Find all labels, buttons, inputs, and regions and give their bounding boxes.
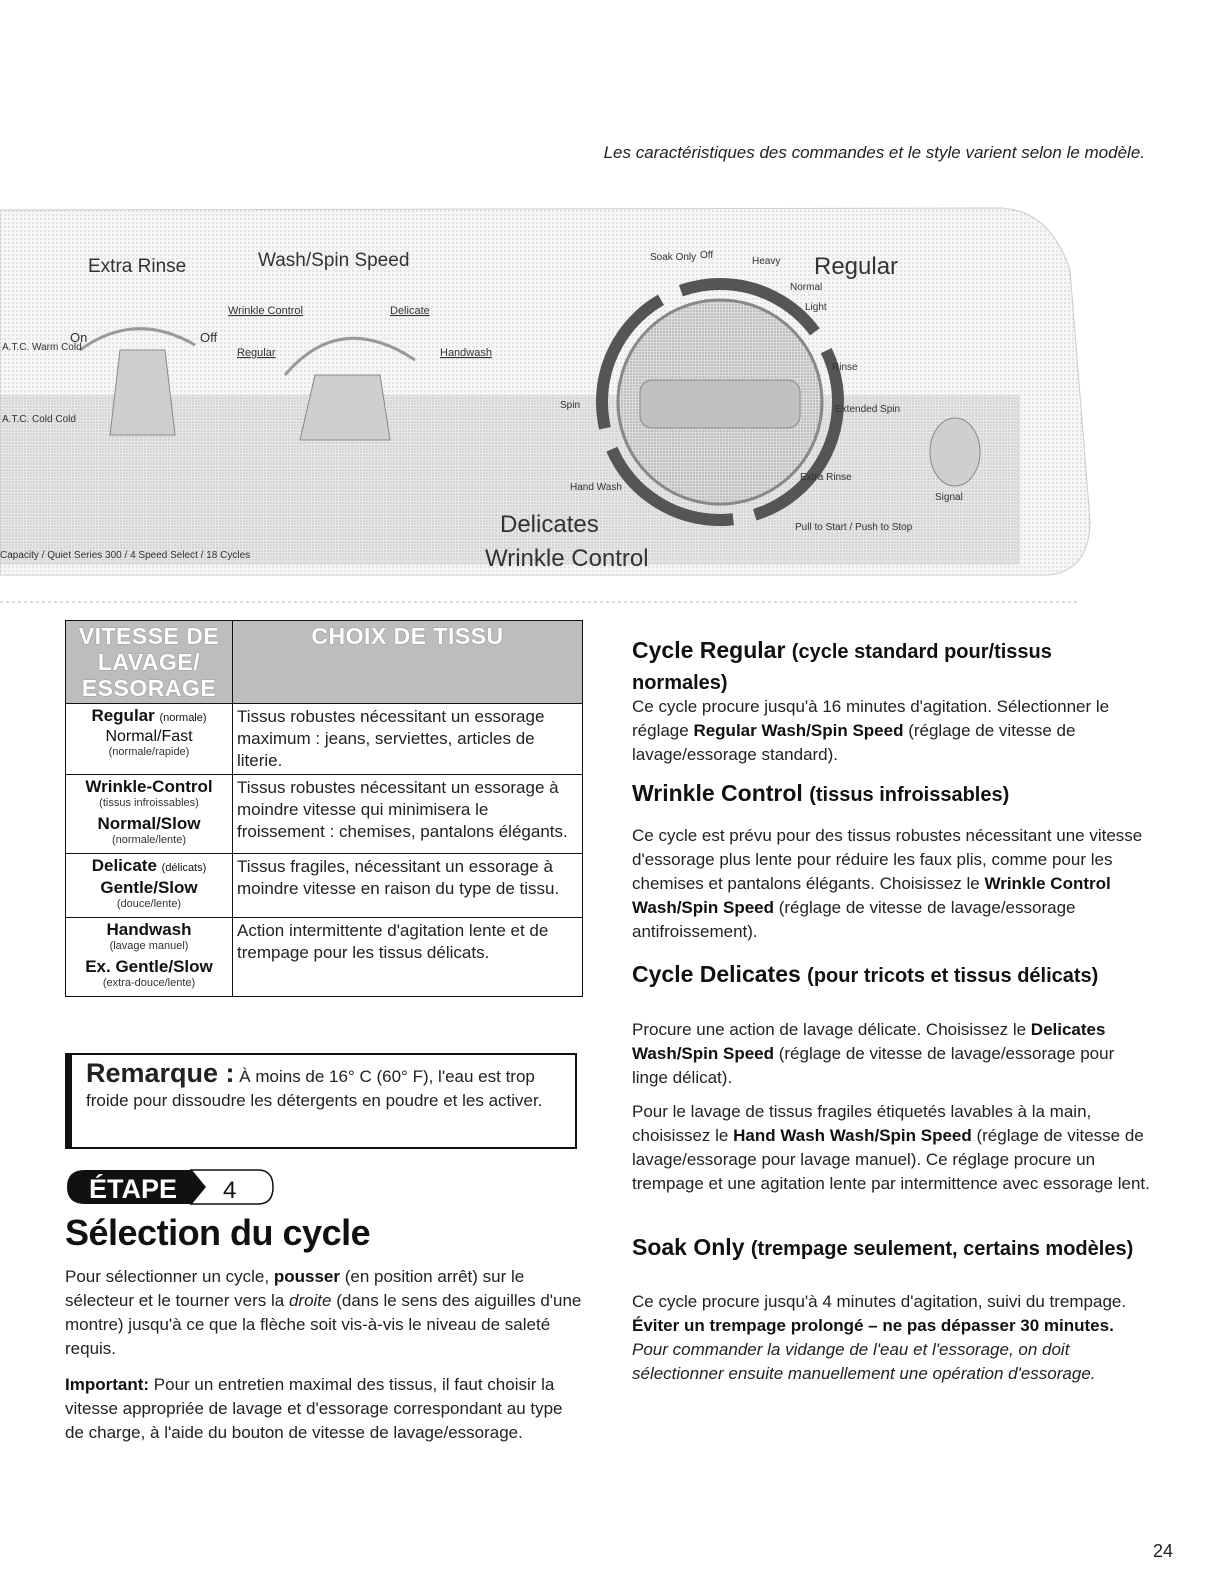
signal-label: Signal (935, 492, 963, 503)
speed-note: (lavage manuel) (109, 940, 189, 952)
extra-rinse-knob (110, 350, 175, 435)
table-row (66, 775, 583, 854)
light-label: Light (805, 302, 827, 313)
speed-note: (extra-douce/lente) (102, 977, 196, 989)
remark-text: À moins de 16° C (60° F), l'eau est trop froide pour dissoudre les détergents en poudre et les activer. (86, 1067, 543, 1110)
wrinkle-control-cycle-label: Wrinkle Control (485, 545, 649, 572)
page-number: 24 (1152, 1541, 1173, 1561)
speed-name: Normal/Slow (97, 814, 201, 833)
important-paragraph: Important: Pour un entretien maximal des tissus, il faut choisir la vitesse appropriée de lavage et d'essorage correspondant au type de charge, à l'aide du bouton de vitesse de lavage/essorage. (65, 1375, 563, 1442)
extra-rinse-dial-label: Extra Rinse (800, 472, 852, 483)
wash-spin-speed-label: Wash/Spin Speed (258, 250, 410, 271)
cycle-selection-paragraph: Pour sélectionner un cycle, pousser (en position arrêt) sur le sélecteur et le tourner vers la droite (dans le sens des aiguilles d'une montre) jusqu'à ce que la flèche soit vis-à-vis le niveau de saleté requis. (65, 1267, 582, 1358)
delicate-setting: Delicate (390, 305, 430, 317)
models-vary-note: Les caractéristiques des commandes et le style varient selon le modèle. (603, 143, 1145, 162)
speed-note: (normale) (159, 712, 207, 724)
speed-name: Ex. Gentle/Slow (85, 957, 213, 976)
spin-label: Spin (560, 400, 581, 411)
soak-only-paragraph: Ce cycle procure jusqu'à 4 minutes d'agitation, suivi du trempage. Éviter un trempage prolongé – ne pas dépasser 30 minutes. Pour commander la vidange de l'eau et l'essorage, on doit sélectionner ensuite manuellement une opération d'essorage. (632, 1292, 1127, 1383)
extra-rinse-on-label: On (70, 330, 88, 345)
hand-wash-label: Hand Wash (570, 482, 622, 493)
rinse-label: Rinse (832, 362, 858, 373)
soak-only-label: Soak Only (650, 252, 697, 263)
speed-subname: Normal/Fast (105, 728, 193, 745)
heavy-label: Heavy (752, 256, 781, 267)
delicates-cycle-label: Delicates (500, 511, 599, 538)
control-panel-illustration (0, 190, 1213, 605)
speed-name: Delicate (91, 856, 157, 875)
speed-note: (normale/lente) (112, 834, 186, 846)
table-header-speed: VITESSE DE LAVAGE/ ESSORAGE (66, 621, 233, 704)
handwash-setting: Handwash (440, 347, 492, 359)
extended-spin-label: Extended Spin (835, 404, 901, 415)
regular-cycle-label: Regular (814, 253, 899, 280)
atc-warm-label: A.T.C. Warm Cold (2, 342, 82, 353)
speed-note: (délicats) (161, 862, 207, 874)
table-row (66, 918, 583, 997)
fabric-description: Tissus robustes nécessitant un essorage maximum : jeans, serviettes, articles de literie. (233, 704, 583, 775)
cycle-regular-paragraph: Ce cycle procure jusqu'à 16 minutes d'agitation. Sélectionner le réglage Regular Wash/Spin Speed (réglage de vitesse de lavage/essorage standard). (632, 697, 1110, 764)
step-label: ÉTAPE (89, 1174, 178, 1204)
speed-name: Handwash (106, 920, 192, 939)
speed-note: (douce/lente) (116, 898, 182, 910)
section-title: Sélection du cycle (65, 1212, 371, 1253)
speed-name: Regular (91, 706, 155, 725)
remark-heading: Remarque : (86, 1058, 235, 1088)
hand-wash-paragraph: Pour le lavage de tissus fragiles étiquetés lavables à la main, choisissez le Hand Wash Wash/Spin Speed (réglage de vitesse de lavage/essorage pour lavage manuel). Ce réglage procure un trempage et une agitation lente par intermittence avec essorage lent. (632, 1102, 1150, 1193)
fabric-description: Action intermittente d'agitation lente et de trempage pour les tissus délicats. (233, 918, 583, 997)
dial-off-label: Off (700, 250, 714, 261)
speed-name: Gentle/Slow (100, 878, 198, 897)
speed-note: (tissus infroissables) (99, 797, 199, 809)
signal-knob (930, 418, 980, 486)
remark-box (65, 1053, 577, 1149)
extra-rinse-off-label: Off (200, 330, 218, 345)
table-row (66, 704, 583, 775)
fabric-description: Tissus fragiles, nécessitant un essorage à moindre vitesse en raison du type de tissu. (233, 854, 583, 918)
cycle-regular-heading: Cycle Regular (cycle standard pour/tissus normales) (632, 637, 1052, 694)
wrinkle-control-setting: Wrinkle Control (228, 305, 303, 317)
atc-cold-label: A.T.C. Cold Cold (2, 414, 76, 425)
pull-to-start-label: Pull to Start / Push to Stop (795, 522, 913, 533)
step-badge (63, 1168, 283, 1206)
cycle-delicates-paragraph: Procure une action de lavage délicate. Choisissez le Delicates Wash/Spin Speed (réglage de vitesse de lavage/essorage pour linge délicat). (632, 1020, 1115, 1087)
table-row (66, 854, 583, 918)
wash-spin-speed-table (65, 620, 583, 997)
speed-note: (normale/rapide) (108, 746, 190, 758)
regular-setting: Regular (237, 347, 276, 359)
step-number: 4 (223, 1177, 237, 1204)
wrinkle-control-paragraph: Ce cycle est prévu pour des tissus robustes nécessitant une vitesse d'essorage plus lente pour réduire les faux plis, comme pour les chemises et pantalons élégants. Choisissez le Wrinkle Control Wash/Spin Speed (réglage de vitesse de lavage/essorage antifroissement). (632, 826, 1143, 941)
extra-rinse-label: Extra Rinse (88, 256, 187, 277)
normal-label: Normal (790, 282, 823, 293)
table-header-fabric: CHOIX DE TISSU (233, 621, 583, 704)
wash-spin-speed-knob (300, 375, 390, 440)
wrinkle-control-heading: Wrinkle Control (tissus infroissables) (632, 780, 1010, 806)
speed-name: Wrinkle-Control (85, 777, 213, 796)
soak-only-heading: Soak Only (trempage seulement, certains modèles) (632, 1234, 1134, 1260)
model-label: Capacity / Quiet Series 300 / 4 Speed Select / 18 Cycles (0, 550, 251, 561)
cycle-delicates-heading: Cycle Delicates (pour tricots et tissus délicats) (632, 961, 1099, 987)
fabric-description: Tissus robustes nécessitant un essorage à moindre vitesse qui minimisera le froissement : chemises, pantalons élégants. (233, 775, 583, 854)
